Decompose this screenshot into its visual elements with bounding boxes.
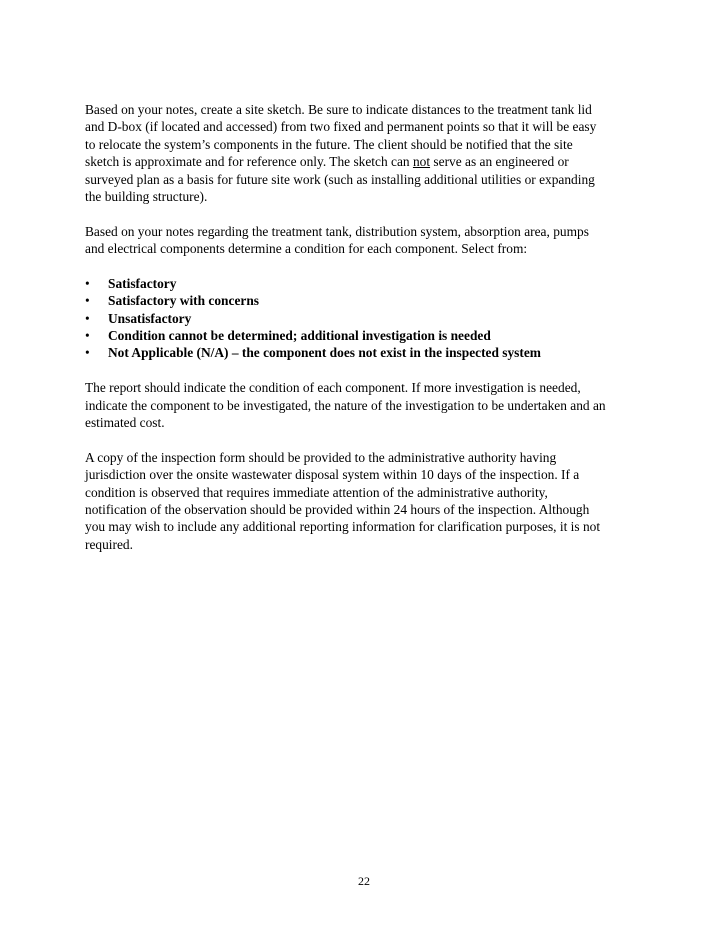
condition-option-label: Condition cannot be determined; additional investigation is needed bbox=[108, 328, 491, 344]
site-sketch-paragraph bbox=[85, 101, 650, 205]
page-number: 22 bbox=[358, 874, 370, 888]
condition-option-label: Satisfactory with concerns bbox=[108, 293, 259, 309]
paragraph-line: you may wish to include any additional reporting information for clarification purposes, it is not bbox=[85, 519, 601, 535]
paragraph-line: jurisdiction over the onsite wastewater disposal system within 10 days of the inspection. If a bbox=[85, 467, 580, 483]
paragraph-line: The report should indicate the condition of each component. If more investigation is needed, bbox=[85, 380, 581, 396]
condition-option-label: Satisfactory bbox=[108, 275, 177, 291]
emphasized-not: not bbox=[412, 154, 431, 170]
condition-options-list bbox=[85, 275, 650, 362]
paragraph-line: Based on your notes, create a site sketch. Be sure to indicate distances to the treatment tank lid bbox=[85, 102, 592, 117]
text-run: serve as an engineered or bbox=[430, 154, 569, 170]
paragraph-line: the building structure). bbox=[85, 188, 208, 204]
list-item bbox=[85, 275, 650, 292]
paragraph-line: notification of the observation should be provided within 24 hours of the inspection. Although bbox=[85, 501, 590, 517]
list-item bbox=[85, 344, 650, 361]
bullet-icon: • bbox=[85, 310, 90, 326]
paragraph-line: and D-box (if located and accessed) from two fixed and permanent points so that it will be easy bbox=[85, 119, 597, 135]
paragraph-line: estimated cost. bbox=[85, 415, 165, 431]
bullet-icon: • bbox=[85, 345, 90, 361]
text-run: sketch is approximate and for reference only. The sketch can bbox=[85, 154, 413, 170]
paragraph-line: required. bbox=[85, 536, 133, 552]
condition-option-label: Not Applicable (N/A) – the component does not exist in the inspected system bbox=[108, 345, 541, 361]
paragraph-line: indicate the component to be investigated, the nature of the investigation to be undertaken and an bbox=[85, 397, 606, 413]
paragraph-line: to relocate the system’s components in the future. The client should be notified that the site bbox=[85, 136, 573, 152]
paragraph-spacer bbox=[85, 205, 650, 222]
bullet-icon: • bbox=[85, 293, 90, 309]
paragraph-line bbox=[85, 153, 650, 170]
inspection-form-paragraph bbox=[85, 449, 650, 553]
paragraph-line: surveyed plan as a basis for future site work (such as installing additional utilities or expanding bbox=[85, 171, 595, 187]
bullet-icon: • bbox=[85, 275, 90, 291]
list-item bbox=[85, 292, 650, 309]
condition-intro-paragraph bbox=[85, 223, 650, 258]
list-item bbox=[85, 327, 650, 344]
paragraph-line: Based on your notes regarding the treatment tank, distribution system, absorption area, pumps bbox=[85, 223, 589, 239]
bullet-icon: • bbox=[85, 328, 90, 344]
paragraph-line: A copy of the inspection form should be provided to the administrative authority having bbox=[85, 449, 557, 465]
paragraph-spacer bbox=[85, 362, 650, 379]
paragraph-spacer bbox=[85, 258, 650, 275]
report-requirements-paragraph bbox=[85, 379, 650, 431]
list-item bbox=[85, 310, 650, 327]
condition-option-label: Unsatisfactory bbox=[108, 310, 192, 326]
paragraph-line: and electrical components determine a condition for each component. Select from: bbox=[85, 241, 528, 257]
page-body bbox=[85, 101, 650, 553]
paragraph-line: condition is observed that requires immediate attention of the administrative authority, bbox=[85, 484, 548, 500]
paragraph-spacer bbox=[85, 431, 650, 448]
